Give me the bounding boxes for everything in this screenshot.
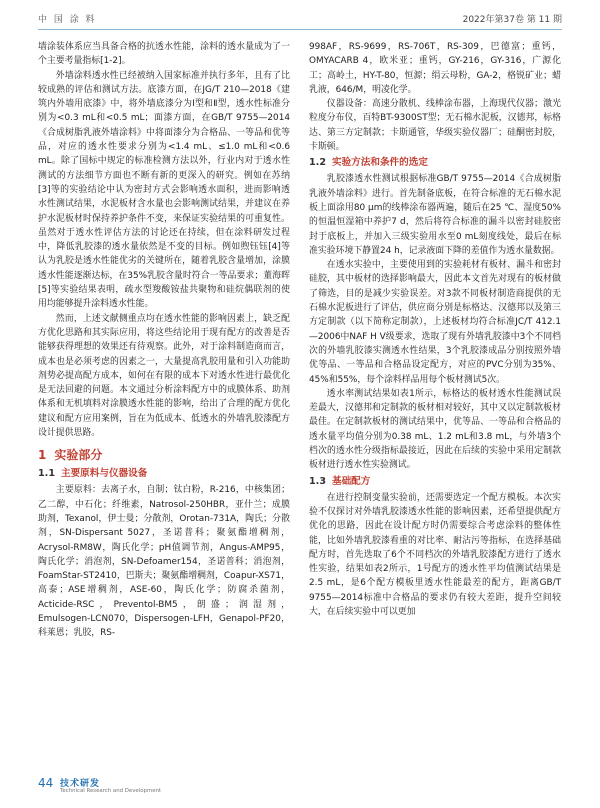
page-number: 44	[38, 776, 54, 790]
subsection-number: 1.1	[38, 468, 55, 480]
section-heading	[38, 447, 290, 463]
paragraph: 998AF，RS-9699，RS-706T，RS-309，巴德富；重钙，OMYACARB 4，欧米亚；重钙，GY-216，GY-316，广源化工；高岭土，HY-T-80，恒源；绢云母粉，GA-2，格锐矿业；蜡乳液，646/M，明凌化学。	[309, 42, 561, 95]
subsection-title: 主要原料与仪器设备	[61, 468, 148, 480]
page-footer	[38, 770, 238, 800]
subsection-heading	[309, 156, 561, 170]
left-column	[38, 40, 290, 641]
paragraph: 然而，上述文献侧重点均在透水性能的影响因素上，缺乏配方优化思路和其实际应用，将这些结论用于现有配方的改善是否能够获得理想的效果还有待观察。此外，对于涂料制造商而言，成本也是必须考虑的因素之一，大量提高乳胶用量和引入功能助剂势必提高配方成本，如何在有限的成本下对透水性进行最优化是无法回避的问题。本文通过分析涂料配方中的成膜体系、助剂体系和无机填料对涂膜透水性能的影响，给出了合理的配方优化建议和配方应用案例，旨在为低成本、低透水的外墙乳胶漆配方设计提供思路。	[38, 313, 290, 439]
paragraph: 透水率测试结果如表1所示，标格达的板材透水性能测试误差最大，汉德邦和定制款的板材相对较好，其中又以定制款板材最佳。在定制款板材的测试结果中，优等品、一等品和合格品的透水量平均值分别为0.38 mL、1.2 mL和3.8 mL，与外墙3个档次的透水性分级指标最接近，因此在后续的实验中采用定制款板材进行透水性实验测试。	[309, 388, 561, 471]
paragraph: 仪器设备：高速分散机、线棒涂布器，上海现代仪器；激光粒度分布仪，百特BT-9300ST型；无石棉水泥板，汉德邦，标格达、第三方定制款；卡斯通管，华级实验仪器厂；硅酮密封胶，卡斯顿。	[309, 99, 561, 153]
subsection-heading	[309, 475, 561, 489]
issue-info: 2022年第37卷 第 11 期	[462, 15, 562, 25]
subsection-title: 实验方法和条件的选定	[332, 157, 428, 169]
paragraph: 乳胶漆透水性测试根据标准GB/T 9755—2014《合成树脂乳液外墙涂料》进行。首先制备底板，在符合标准的无石棉水泥板上面涂用80 μm的线棒涂布器两遍，随后在25 ℃、湿度50%的恒温恒湿箱中养护7 d，然后将符合标准的漏斗以密封硅胶密封于底板上，并加入三级实验用水至0 mL刻度线处，最后在标准实验环境下静置24 h，记录液面下降的差值作为透水量数据。	[309, 174, 561, 256]
section-title: 实验部分	[54, 448, 103, 463]
right-column	[309, 40, 561, 619]
page-header	[38, 12, 562, 32]
section-number: 1	[38, 448, 47, 463]
subsection-title: 基础配方	[332, 475, 371, 487]
journal-name: 中 国 涂 料	[38, 15, 97, 25]
paragraph: 外墙涂料透水性已经被纳入国家标准并执行多年，且有了比较成熟的评估和测试方法。底漆方面，在JG/T 210—2018《建筑内外墙用底漆》中，将外墙底漆分为Ⅰ型和Ⅱ型，透水性标准分别为<0.3 mL和<0.5 mL；面漆方面，在GB/T 9755—2014《合成树脂乳液外墙涂料》中将面漆分为合格品、一等品和优等品，对应的透水性要求分别为<1.4 mL、≤1.0 mL和<0.6 mL。除了国标中规定的标准检测方法以外，行业内对于透水性测试的方法细节方面也不断有新的更深入的研究。例如在苏纳[3]等的实验结论中认为密封方式会影响透水面积，进而影响透水性测试结果，水泥板材含水量也会影响测试结果，并建议在养护水泥板材时保持养护条件不变，来保证实验结果的可重复性。虽然对于透水性评估方法的讨论还在持续，但在涂料研发过程中，降低乳胶漆的透水量依然是不变的目标。例如煦钰钰[4]等认为乳胶是透水性能优劣的关键所在，随着乳胶含量增加，涂膜透水性能逐渐达标，在35%乳胶含量时符合一等品要求；董海晖[5]等实验结果表明，疏水型羧酸铵盐共聚物和硅烷偶联剂的使用均能够提升涂料透水性能。	[38, 70, 290, 310]
subsection-heading	[38, 467, 290, 481]
paragraph: 墙涂装体系应当具备合格的抗透水性能，涂料的透水量成为了一个主要考量指标[1-2]。	[38, 42, 290, 67]
paragraph: 在进行控制变量实验前，还需要选定一个配方模板。本次实验不仅探讨对外墙乳胶漆透水性能的影响因素，还希望提供配方优化的思路，因此在设计配方时仍需要综合考虑涂料的整体性能，比如外墙乳胶漆看重的对比率、耐沾污等指标，在选择基础配方时，首先选取了6个不同档次的外墙乳胶漆配方进行了透水性实验，结果如表2所示，1号配方的透水性平均值测试结果是2.5 mL，是6个配方模板里透水性能最差的配方，距离GB/T 9755—2014标准中合格品的要求仍有较大差距，提升空间较大，在后续实验中可以更加	[309, 492, 561, 617]
subsection-number: 1.2	[309, 157, 326, 169]
section-logo-english: Technical Research and Development	[60, 788, 162, 794]
paragraph: 在透水实验中，主要使用到的实验耗材有板材、漏斗和密封硅胶，其中板材的选择影响最大，因此本文首先对现有的板材做了筛选，目的是减少实验误差。对3款不同板材制造商提供的无石棉水泥板进行了评估，供应商分别是标格达、汉德邦以及第三方定制款（以下简称定制款），上述板材均符合标准JC/T 412.1—2006中NAF H Ⅴ级要求，选取了现有外墙乳胶漆中3个不同档次的外墙乳胶漆实测透水性结果，3个乳胶漆成品分别按照外墙优等品、一等品和合格品设定配方，对应的PVC分别为35%、45%和55%，每个涂料样品用每个板材测试5次。	[309, 260, 561, 385]
header-rule	[38, 29, 562, 30]
paragraph: 主要原料：去离子水，自制；钛白粉，R-216，中核集团；乙二醇，中石化；纤维素，Natrosol-250HBR，亚什兰；成膜助剂，Texanol，伊士曼；分散剂，Orotan-731A，陶氏；分散剂，SN-Dispersant 5027，圣诺普科；聚氨酯增稠剂，Acrysol-RM8W，陶氏化学；pH值调节剂，Angus-AMP95，陶氏化学；消泡剂，SN-Defoamer154，圣诺普科；消泡剂，FoamStar-ST2410，巴斯夫；聚氨酯增稠剂，Coapur-XS71，高泰；ASE增稠剂，ASE-60，陶氏化学；防腐杀菌剂，Acticide-RSC，Preventol-BM5，朗盛；润湿剂，Emulsogen-LCN070，Dispersogen-LFH，Genapol-PF20，科莱恩；乳胶，RS-	[38, 485, 290, 639]
subsection-number: 1.3	[309, 475, 326, 487]
section-logo: 技术研发	[60, 779, 101, 789]
